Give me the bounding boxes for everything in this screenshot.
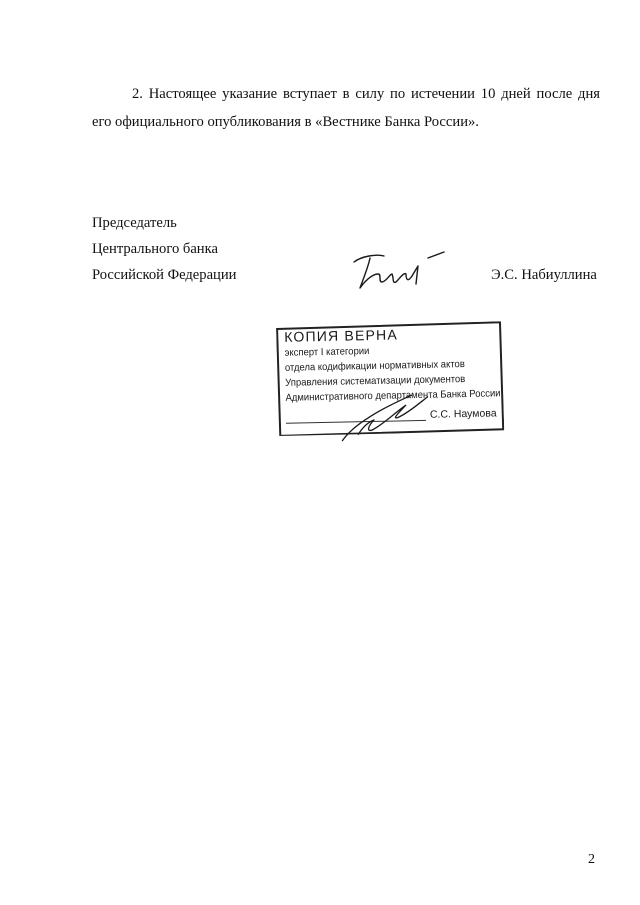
stamp-line: Управления систематизации документов [285,374,466,389]
body-paragraph [92,80,600,136]
paragraph-line-2: его официального опубликования в «Вестнике Банка России». [92,114,479,130]
stamp-line: эксперт I категории [284,346,370,359]
signatory-title-line: Российской Федерации [92,267,237,283]
signatory-title [92,210,237,288]
stamp-handwritten-signature [327,383,438,445]
paragraph-line-1: 2. Настоящее указание вступает в силу по истечении 10 дней после дня [132,86,600,102]
signatory-title-line: Центрального банка [92,241,218,257]
stamp-title: КОПИЯ ВЕРНА [284,326,399,345]
signatory-name: Э.С. Набиуллина [491,267,597,283]
handwritten-signature [348,248,458,296]
stamp-line: отдела кодификации нормативных актов [284,359,465,374]
signatory-title-line: Председатель [92,215,177,231]
stamp-name: С.С. Наумова [429,407,497,421]
page-number: 2 [588,852,595,867]
stamp-line: Административного департамента Банка России [285,388,501,404]
certification-stamp [276,321,504,436]
